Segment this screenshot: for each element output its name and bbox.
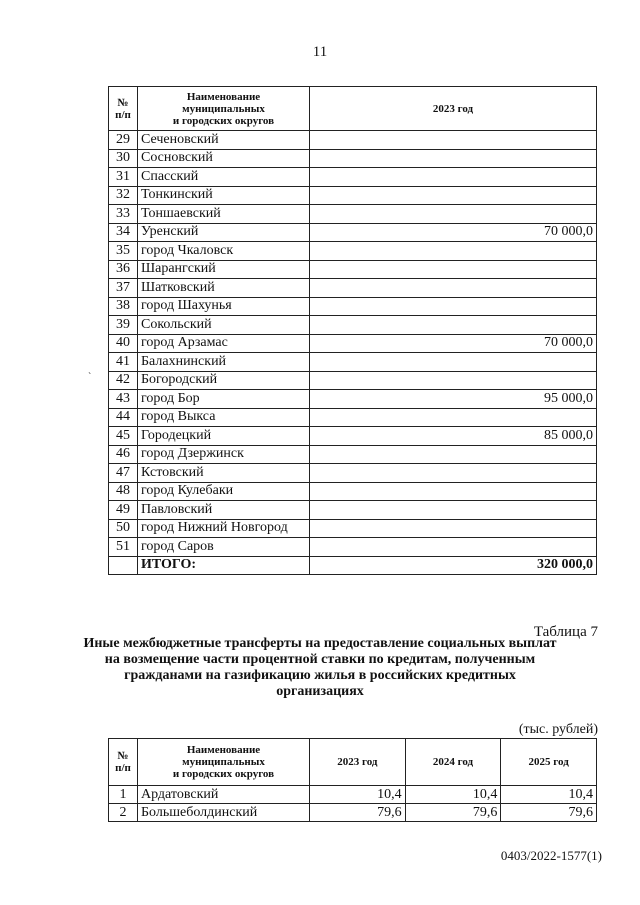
municipality-name: Сокольский [138, 316, 310, 335]
header-municipality: Наименование муниципальных и городских округов [138, 739, 310, 786]
table-row [109, 804, 597, 822]
table-row [109, 242, 597, 261]
table-row [109, 168, 597, 187]
table-row [109, 297, 597, 316]
value-2023 [310, 538, 597, 557]
municipality-name: город Бор [138, 390, 310, 409]
value-2023 [310, 242, 597, 261]
value-2023 [310, 371, 597, 390]
table-row [109, 501, 597, 520]
municipality-name: Богородский [138, 371, 310, 390]
table-row [109, 223, 597, 242]
row-number: 29 [109, 131, 138, 150]
table-row [109, 786, 597, 804]
municipality-name: город Саров [138, 538, 310, 557]
municipality-name: город Кулебаки [138, 482, 310, 501]
value-2023 [310, 519, 597, 538]
row-number: 1 [109, 786, 138, 804]
value-2023 [310, 408, 597, 427]
municipality-name: Балахнинский [138, 353, 310, 372]
table-heading: Иные межбюджетные трансферты на предоставление социальных выплат на возмещение части процентной ставки по кредитам, полученным гражданами на газификацию жилья в российских кредитных организациях [83, 636, 557, 699]
page-number: 11 [312, 44, 328, 60]
header-number: № п/п [109, 87, 138, 131]
total-label: ИТОГО: [138, 556, 310, 575]
municipality-name: Тонкинский [138, 186, 310, 205]
municipality-name: Кстовский [138, 464, 310, 483]
value-2023: 70 000,0 [310, 223, 597, 242]
row-number: 37 [109, 279, 138, 298]
row-number: 40 [109, 334, 138, 353]
row-number: 2 [109, 804, 138, 822]
municipality-name: Городецкий [138, 427, 310, 446]
table-row [109, 186, 597, 205]
row-number: 48 [109, 482, 138, 501]
value-2023: 79,6 [310, 804, 406, 822]
row-number: 50 [109, 519, 138, 538]
municipality-name: Ардатовский [138, 786, 310, 804]
value-2023 [310, 445, 597, 464]
header-year-2023: 2023 год [310, 739, 406, 786]
value-2023 [310, 131, 597, 150]
row-number: 32 [109, 186, 138, 205]
header-number: № п/п [109, 739, 138, 786]
header-year-2025: 2025 год [501, 739, 597, 786]
municipality-name: город Нижний Новгород [138, 519, 310, 538]
header-municipality: Наименование муниципальных и городских округов [138, 87, 310, 131]
table-row [109, 260, 597, 279]
row-number: 34 [109, 223, 138, 242]
value-2023 [310, 297, 597, 316]
municipality-name: Спасский [138, 168, 310, 187]
table-row [109, 538, 597, 557]
table-row [109, 353, 597, 372]
table-row [109, 408, 597, 427]
municipality-name: Тоншаевский [138, 205, 310, 224]
unit-label: (тыс. рублей) [518, 722, 598, 737]
row-number: 33 [109, 205, 138, 224]
table-row [109, 445, 597, 464]
table-row [109, 464, 597, 483]
value-2024: 10,4 [405, 786, 501, 804]
value-2023: 95 000,0 [310, 390, 597, 409]
municipality-name: город Дзержинск [138, 445, 310, 464]
row-number: 44 [109, 408, 138, 427]
value-2023 [310, 260, 597, 279]
municipality-name: Шатковский [138, 279, 310, 298]
row-number: 39 [109, 316, 138, 335]
table-header-row [109, 87, 597, 131]
value-2023 [310, 168, 597, 187]
value-2023 [310, 149, 597, 168]
value-2023 [310, 482, 597, 501]
table-header-row [109, 739, 597, 786]
value-2025: 10,4 [501, 786, 597, 804]
row-number: 31 [109, 168, 138, 187]
table-row [109, 205, 597, 224]
margin-mark: ` [88, 372, 92, 383]
row-number: 35 [109, 242, 138, 261]
value-2023: 85 000,0 [310, 427, 597, 446]
value-2023 [310, 205, 597, 224]
municipality-name: город Арзамас [138, 334, 310, 353]
interest-subsidy-table [108, 738, 597, 822]
table-row [109, 519, 597, 538]
table-row [109, 149, 597, 168]
value-2023: 70 000,0 [310, 334, 597, 353]
row-number: 38 [109, 297, 138, 316]
row-number: 42 [109, 371, 138, 390]
table-row [109, 279, 597, 298]
table-row [109, 427, 597, 446]
municipality-name: город Шахунья [138, 297, 310, 316]
row-number: 43 [109, 390, 138, 409]
row-number: 47 [109, 464, 138, 483]
value-2023 [310, 186, 597, 205]
value-2023 [310, 316, 597, 335]
row-number: 46 [109, 445, 138, 464]
row-number: 30 [109, 149, 138, 168]
value-2024: 79,6 [405, 804, 501, 822]
value-2023: 10,4 [310, 786, 406, 804]
municipality-name: город Выкса [138, 408, 310, 427]
municipality-name: Шарангский [138, 260, 310, 279]
row-number: 51 [109, 538, 138, 557]
table-row [109, 371, 597, 390]
value-2023 [310, 501, 597, 520]
total-value: 320 000,0 [310, 556, 597, 575]
municipality-name: Уренский [138, 223, 310, 242]
municipality-name: Сеченовский [138, 131, 310, 150]
transfers-table-2023 [108, 86, 597, 575]
municipality-name: Сосновский [138, 149, 310, 168]
row-number: 49 [109, 501, 138, 520]
row-number: 36 [109, 260, 138, 279]
municipality-name: Павловский [138, 501, 310, 520]
row-number: 41 [109, 353, 138, 372]
municipality-name: город Чкаловск [138, 242, 310, 261]
value-2025: 79,6 [501, 804, 597, 822]
table-caption: Таблица 7 [533, 624, 598, 640]
row-number: 45 [109, 427, 138, 446]
value-2023 [310, 353, 597, 372]
table-row [109, 482, 597, 501]
table-row [109, 334, 597, 353]
header-year-2024: 2024 год [405, 739, 501, 786]
table-row [109, 390, 597, 409]
value-2023 [310, 464, 597, 483]
value-2023 [310, 279, 597, 298]
total-row [109, 556, 597, 575]
document-code: 0403/2022-1577(1) [500, 848, 602, 863]
table-row [109, 131, 597, 150]
table-row [109, 316, 597, 335]
header-year-2023: 2023 год [310, 87, 597, 131]
municipality-name: Большеболдинский [138, 804, 310, 822]
